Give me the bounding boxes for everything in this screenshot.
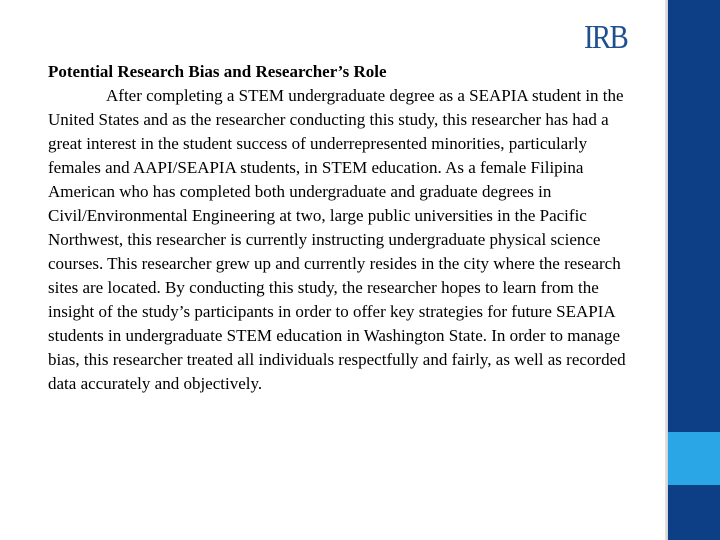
slide-heading: Potential Research Bias and Researcher’s Role <box>48 62 387 81</box>
slide-content <box>48 60 638 396</box>
irb-logo: IRB <box>584 19 628 56</box>
sidebar-accent-block <box>668 432 720 485</box>
slide-body-paragraph: After completing a STEM undergraduate degree as a SEAPIA student in the United States and as the researcher conducting this study, this researcher has had a great interest in the student success of underrepresented minorities, particularly females and AAPI/SEAPIA students, in STEM education. As a female Filipina American who has completed both undergraduate and graduate degrees in Civil/Environmental Engineering at two, large public universities in the Pacific Northwest, this researcher is currently instructing undergraduate physical science courses. This researcher grew up and currently resides in the city where the research sites are located. By conducting this study, the researcher hopes to learn from the insight of the study’s participants in order to offer key strategies for future SEAPIA students in undergraduate STEM education in Washington State. In order to manage bias, this researcher treated all individuals respectfully and fairly, as well as recorded data accurately and objectively. <box>48 86 626 393</box>
